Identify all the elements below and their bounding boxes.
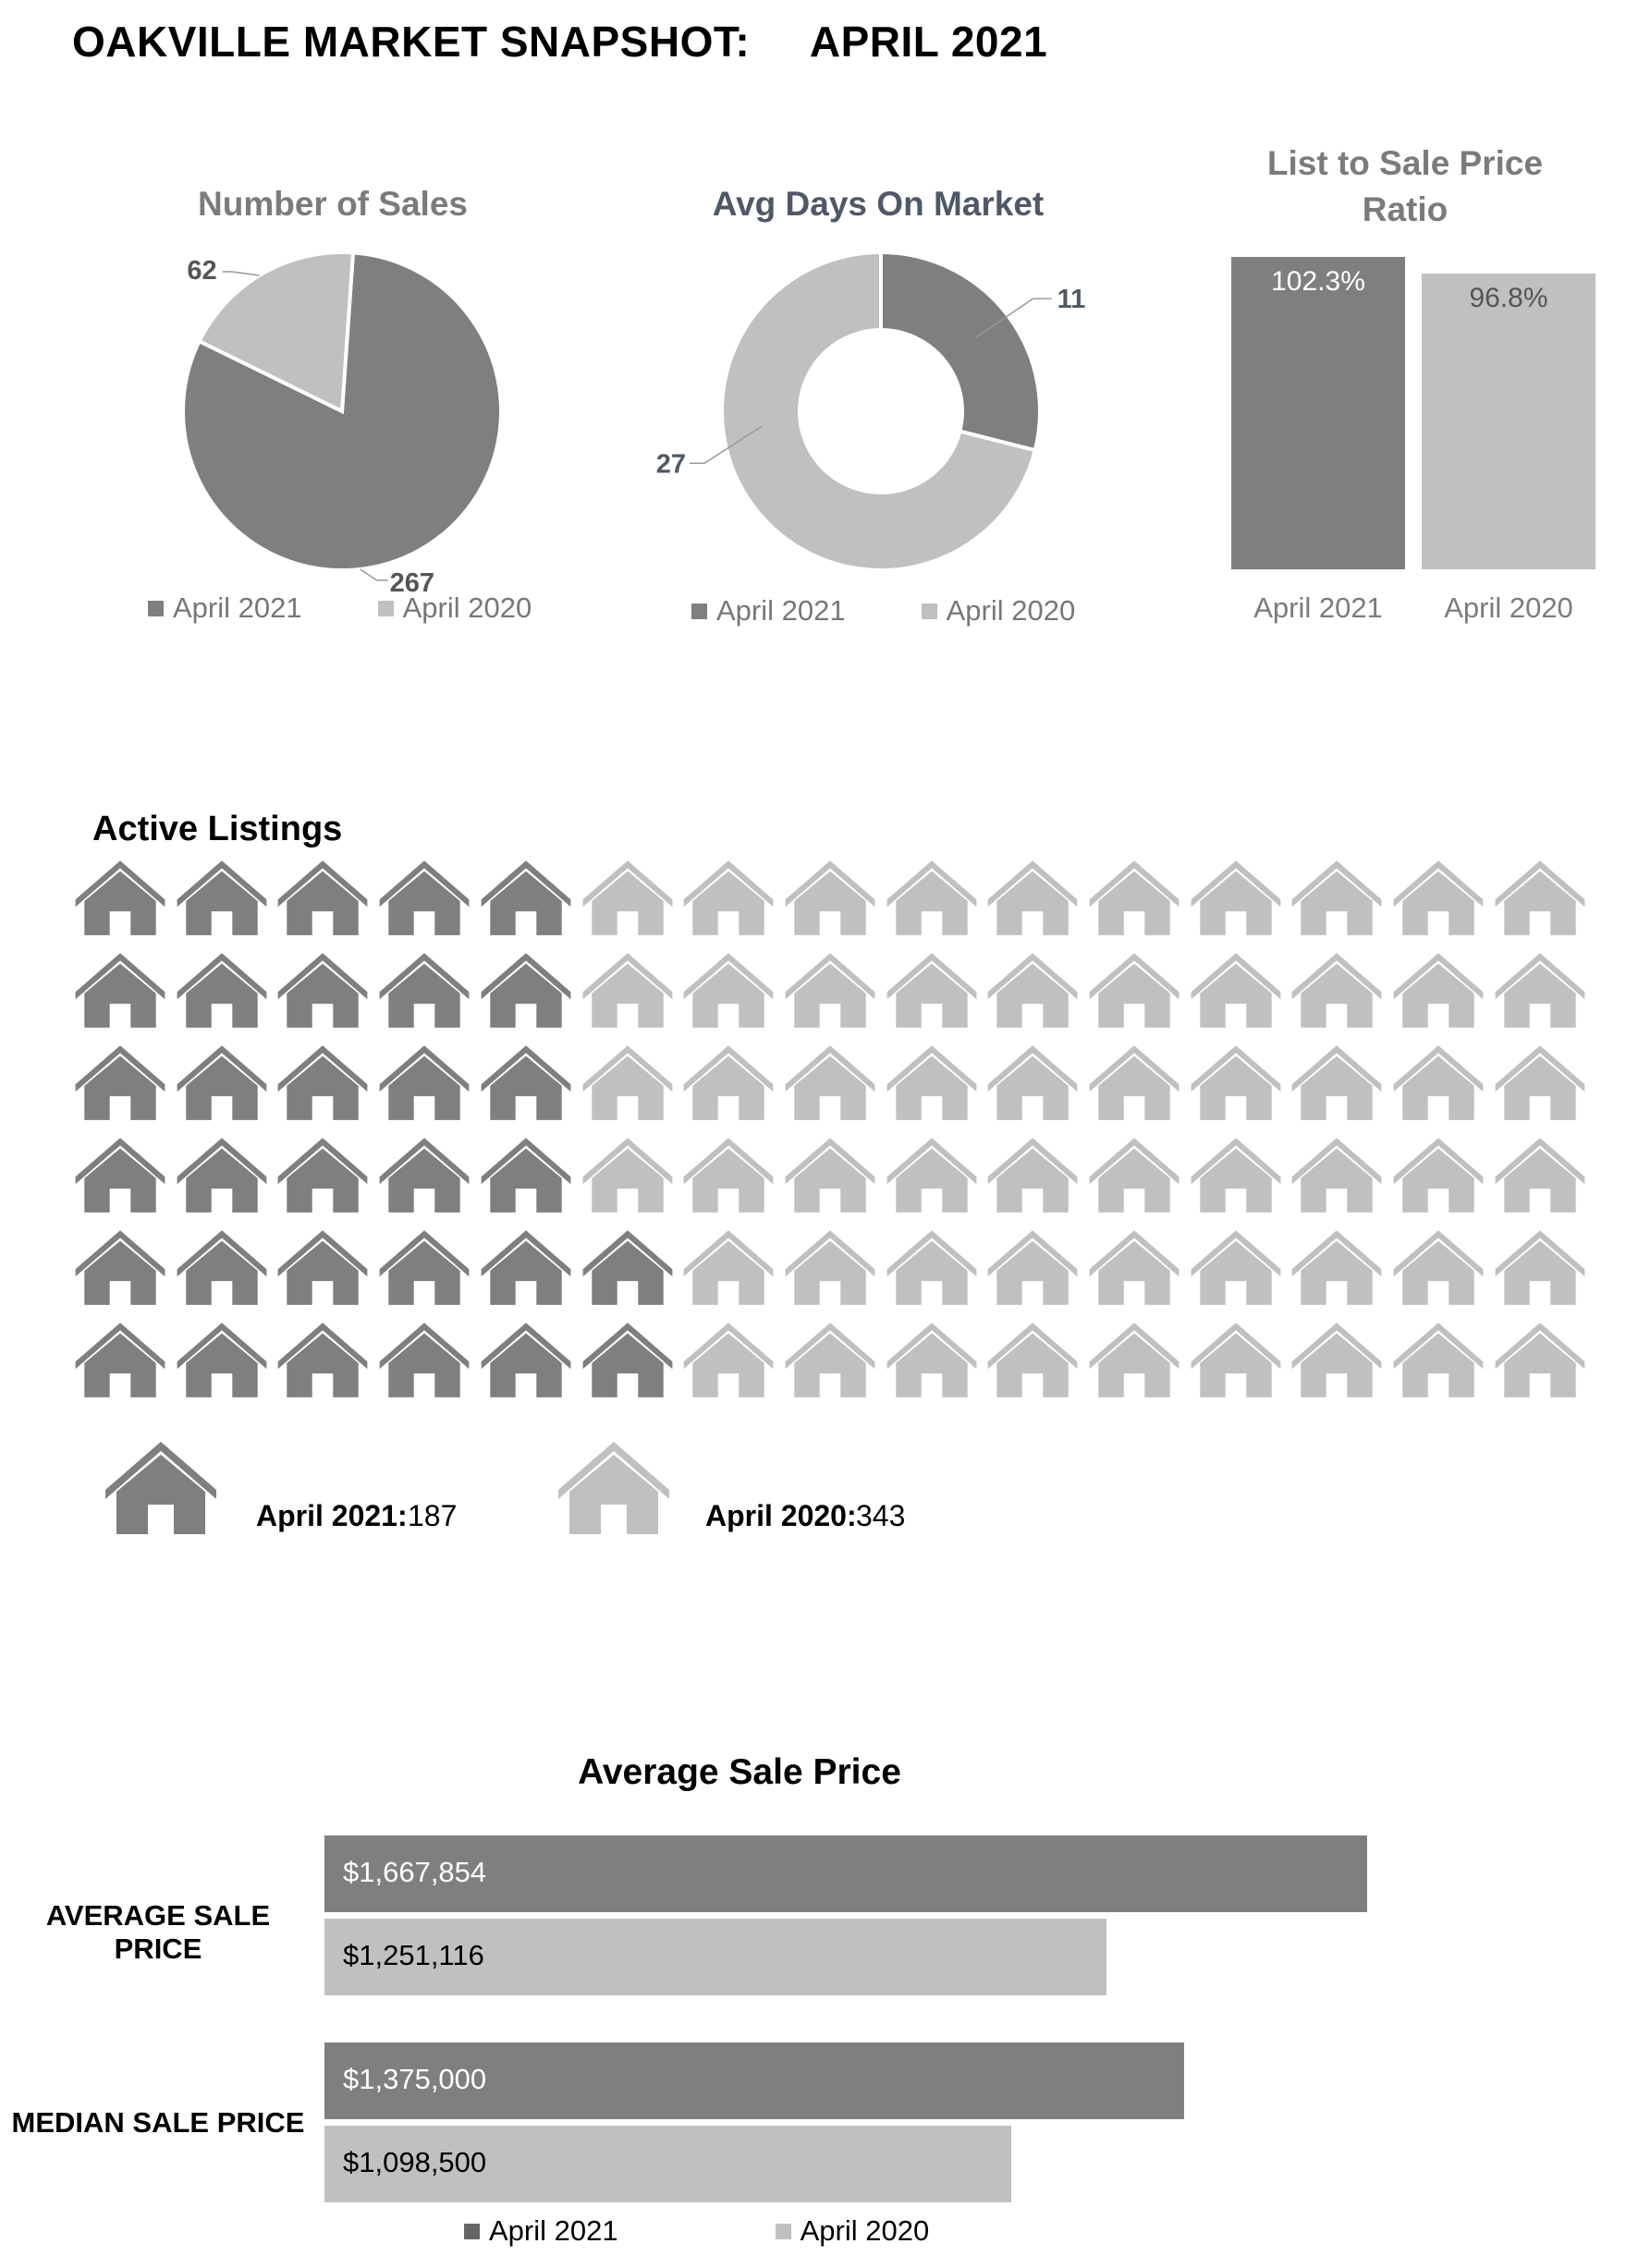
legend-swatch-april-2021: [148, 601, 164, 616]
bar-median-sale-price-april-2020: [324, 2126, 1011, 2202]
house-icon: [74, 858, 166, 935]
house-icon: [378, 858, 471, 935]
house-icon: [1190, 1227, 1282, 1305]
house-icon: [1088, 1320, 1180, 1397]
ratio-category-april-2021: April 2021: [1253, 591, 1383, 624]
house-icon: [176, 1043, 268, 1120]
number-of-sales-chart: [139, 222, 527, 598]
category-average-sale-price: AVERAGE SALE PRICE: [45, 1899, 271, 1965]
legend-label-april-2020: April 2020: [800, 2214, 930, 2247]
category-median-sale-price: MEDIAN SALE PRICE: [11, 2106, 305, 2139]
data-label-average-sale-price-april-2021: $1,667,854: [343, 1856, 487, 1888]
page-title: OAKVILLE MARKET SNAPSHOT: APRIL 2021: [72, 18, 1048, 66]
house-icon: [1392, 1227, 1485, 1305]
house-icon: [276, 858, 369, 935]
house-icon: [276, 1227, 369, 1305]
house-icon: [682, 1320, 775, 1397]
legend-swatch-april-2020: [776, 2224, 791, 2239]
house-icon: [104, 1438, 218, 1534]
house-icon: [986, 1227, 1079, 1305]
ratio-value-april-2020: 96.8%: [1469, 283, 1548, 314]
donut-slice-april-2021: [881, 252, 1040, 450]
house-icon: [581, 1320, 674, 1397]
house-icon: [1290, 950, 1383, 1028]
house-icon: [986, 858, 1079, 935]
house-icon: [480, 950, 572, 1028]
house-icon: [378, 950, 471, 1028]
house-icon: [784, 858, 876, 935]
house-icon: [176, 1135, 268, 1213]
active-listings-april-2020-value: 343: [856, 1499, 906, 1532]
house-icon: [1494, 950, 1586, 1028]
house-icon: [1494, 1043, 1586, 1120]
list-to-sale-ratio-title-line-1: List to Sale Price: [1266, 144, 1544, 182]
leader-line-april-2021: [361, 569, 388, 580]
house-icon: [1494, 1227, 1586, 1305]
ratio-value-april-2021: 102.3%: [1271, 266, 1365, 297]
house-icon: [986, 950, 1079, 1028]
house-icon: [1088, 1043, 1180, 1120]
house-icon: [1290, 858, 1383, 935]
house-icon: [581, 950, 674, 1028]
house-icon: [276, 1135, 369, 1213]
house-icon: [176, 1227, 268, 1305]
legend-swatch-april-2020: [378, 601, 394, 616]
number-of-sales-legend: [148, 591, 607, 625]
house-icon: [682, 1135, 775, 1213]
active-listings-april-2020-label: April 2020:: [705, 1499, 857, 1532]
house-icon: [682, 1043, 775, 1120]
house-icon: [581, 1227, 674, 1305]
avg-days-on-market-legend: [691, 594, 1151, 628]
data-label-april-2020: 62: [187, 255, 217, 286]
house-icon: [581, 1135, 674, 1213]
legend-swatch-april-2020: [922, 604, 937, 619]
house-icon: [1190, 1320, 1282, 1397]
house-icon: [1088, 1227, 1180, 1305]
house-icon: [480, 858, 572, 935]
house-icon: [74, 1043, 166, 1120]
avg-days-on-market-title: Avg Days On Market: [712, 185, 1045, 223]
active-listings-april-2021-label: April 2021:: [256, 1499, 408, 1532]
house-icon: [1190, 950, 1282, 1028]
house-icon: [74, 1227, 166, 1305]
house-icon: [886, 1227, 978, 1305]
active-listings-house-grid: [74, 858, 1608, 1394]
legend-label-april-2021: April 2021: [716, 594, 846, 627]
ratio-bar-april-2021: [1231, 257, 1405, 569]
house-icon: [480, 1135, 572, 1213]
house-icon: [1190, 1043, 1282, 1120]
house-icon: [784, 1135, 876, 1213]
house-icon: [1290, 1043, 1383, 1120]
legend-label-april-2021: April 2021: [173, 591, 302, 624]
list-to-sale-ratio-title: [1202, 140, 1608, 233]
house-icon: [1392, 950, 1485, 1028]
data-label-april-2020: 27: [655, 449, 687, 480]
data-label-average-sale-price-april-2020: $1,251,116: [343, 1939, 484, 1971]
active-listings-april-2021-value: 187: [408, 1499, 458, 1532]
house-icon: [378, 1043, 471, 1120]
house-icon: [1392, 1135, 1485, 1213]
data-label-median-sale-price-april-2021: $1,375,000: [343, 2063, 487, 2095]
house-icon: [886, 858, 978, 935]
house-icon: [480, 1227, 572, 1305]
house-icon: [378, 1320, 471, 1397]
house-icon: [986, 1320, 1079, 1397]
avg-days-on-market-chart: [647, 222, 1109, 582]
house-icon: [480, 1320, 572, 1397]
bar-median-sale-price-april-2021: [324, 2042, 1184, 2119]
house-icon: [176, 1320, 268, 1397]
house-icon: [176, 950, 268, 1028]
list-to-sale-ratio-title-line-2: Ratio: [1362, 190, 1449, 228]
house-icon: [480, 1043, 572, 1120]
legend-label-april-2020: April 2020: [402, 591, 532, 624]
house-icon: [1190, 1135, 1282, 1213]
house-icon: [682, 858, 775, 935]
legend-label-april-2020: April 2020: [946, 594, 1076, 627]
house-icon: [378, 1135, 471, 1213]
house-icon: [276, 1043, 369, 1120]
ratio-category-april-2020: April 2020: [1444, 591, 1573, 624]
house-icon: [784, 1227, 876, 1305]
house-icon: [176, 858, 268, 935]
house-icon: [74, 950, 166, 1028]
house-icon: [74, 1320, 166, 1397]
house-icon: [886, 1135, 978, 1213]
average-sale-price-legend: [464, 2214, 1086, 2248]
house-icon: [682, 950, 775, 1028]
house-icon: [986, 1043, 1079, 1120]
house-icon: [682, 1227, 775, 1305]
data-label-april-2021: 267: [389, 567, 435, 598]
house-icon: [74, 1135, 166, 1213]
house-icon: [1494, 1320, 1586, 1397]
data-label-april-2021: 11: [1057, 285, 1086, 315]
house-icon: [1290, 1135, 1383, 1213]
legend-label-april-2021: April 2021: [489, 2214, 618, 2247]
house-icon: [1190, 858, 1282, 935]
house-icon: [378, 1227, 471, 1305]
bar-average-sale-price-april-2020: [324, 1919, 1106, 1995]
house-icon: [1290, 1320, 1383, 1397]
data-label-median-sale-price-april-2020: $1,098,500: [343, 2146, 487, 2178]
house-icon: [276, 950, 369, 1028]
house-icon: [886, 1320, 978, 1397]
house-icon: [581, 1043, 674, 1120]
house-icon: [556, 1438, 671, 1534]
house-icon: [276, 1320, 369, 1397]
house-icon: [986, 1135, 1079, 1213]
legend-swatch-april-2021: [464, 2224, 480, 2239]
house-icon: [784, 1320, 876, 1397]
active-listings-title: Active Listings: [92, 810, 343, 848]
leader-line-april-2020: [223, 272, 260, 275]
house-icon: [1392, 1320, 1485, 1397]
house-icon: [1494, 858, 1586, 935]
house-icon: [886, 1043, 978, 1120]
house-icon: [1088, 950, 1180, 1028]
average-sale-price-title: Average Sale Price: [578, 1752, 901, 1792]
house-icon: [1088, 858, 1180, 935]
house-icon: [784, 950, 876, 1028]
house-icon: [784, 1043, 876, 1120]
legend-swatch-april-2021: [691, 604, 707, 619]
number-of-sales-title: Number of Sales: [198, 185, 468, 223]
bar-average-sale-price-april-2021: [324, 1835, 1367, 1912]
house-icon: [581, 858, 674, 935]
house-icon: [1392, 858, 1485, 935]
house-icon: [1392, 1043, 1485, 1120]
house-icon: [1290, 1227, 1383, 1305]
list-to-sale-ratio-chart: [1202, 231, 1608, 628]
house-icon: [1088, 1135, 1180, 1213]
ratio-bar-april-2020: [1422, 274, 1595, 569]
house-icon: [886, 950, 978, 1028]
house-icon: [1494, 1135, 1586, 1213]
